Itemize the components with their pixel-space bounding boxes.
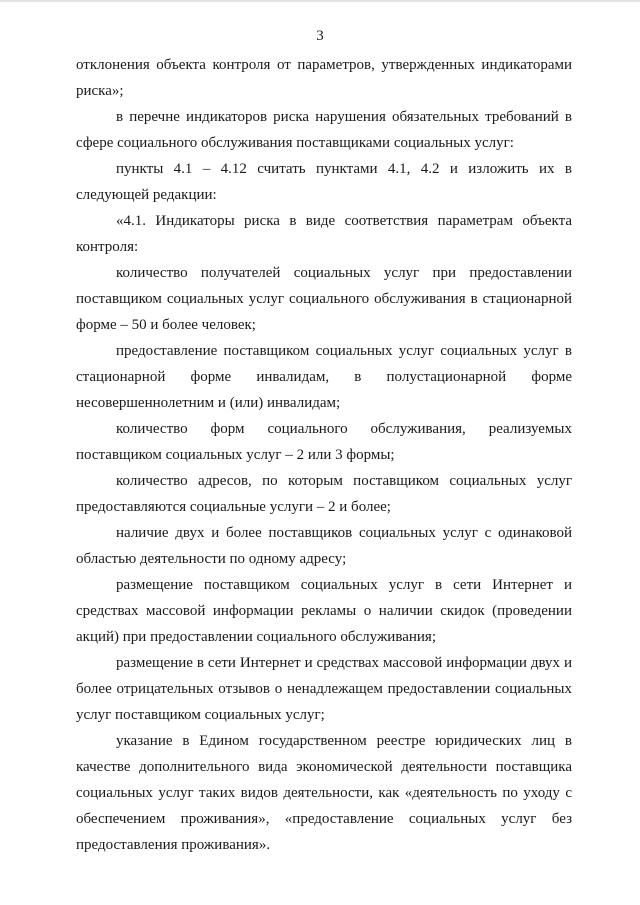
paragraph-risk-indicators-list: в перечне индикаторов риска нарушения обязательных требований в сфере социального обслуживания поставщиками социальных услуг:	[76, 109, 572, 151]
paragraph-continuation: отклонения объекта контроля от параметров, утвержденных индикаторами риска»;	[76, 57, 572, 99]
paragraph-addresses-count: количество адресов, по которым поставщиком социальных услуг предоставляются социальные услуги – 2 и более;	[76, 473, 572, 515]
paragraph-same-address-providers: наличие двух и более поставщиков социальных услуг с одинаковой областью деятельности по одному адресу;	[76, 525, 572, 567]
paragraph-forms-count: количество форм социального обслуживания, реализуемых поставщиком социальных услуг – 2 или 3 формы;	[76, 421, 572, 463]
paragraph-renumbering: пункты 4.1 – 4.12 считать пунктами 4.1, 4.2 и изложить их в следующей редакции:	[76, 161, 572, 203]
paragraph-egrul-activity: указание в Едином государственном реестре юридических лиц в качестве дополнительного вида экономической деятельности поставщика социальных услуг таких видов деятельности, как «деятельность по уходу с обеспечением проживания», «предоставление социальных услуг без предоставления проживания».	[76, 733, 572, 853]
document-body	[76, 52, 572, 858]
paragraph-disabled-services: предоставление поставщиком социальных услуг социальных услуг в стационарной форме инвалидам, в полустационарной форме несовершеннолетним и (или) инвалидам;	[76, 343, 572, 411]
paragraph-discount-advertising: размещение поставщиком социальных услуг в сети Интернет и средствах массовой информации рекламы о наличии скидок (проведении акций) при предоставлении социального обслуживания;	[76, 577, 572, 645]
paragraph-negative-reviews: размещение в сети Интернет и средствах массовой информации двух и более отрицательных отзывов о ненадлежащем предоставлении социальных услуг поставщиком социальных услуг;	[76, 655, 572, 723]
top-border	[0, 0, 640, 2]
paragraph-recipients-count: количество получателей социальных услуг при предоставлении поставщиком социальных услуг социального обслуживания в стационарной форме – 50 и более человек;	[76, 265, 572, 333]
paragraph-section-4-1: «4.1. Индикаторы риска в виде соответствия параметрам объекта контроля:	[76, 213, 572, 255]
page-number: 3	[316, 28, 324, 44]
